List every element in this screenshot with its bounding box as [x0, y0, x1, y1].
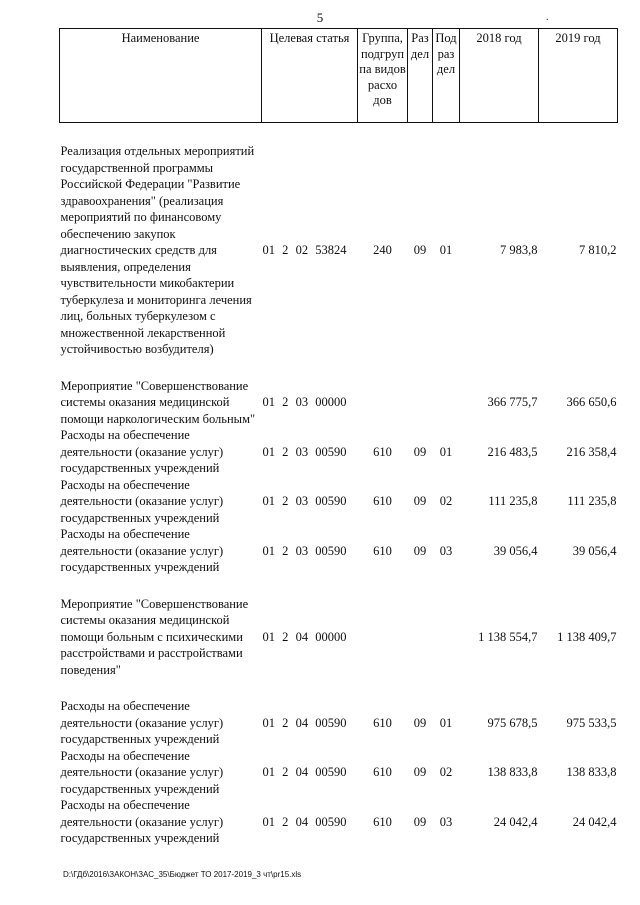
table-row	[60, 797, 618, 847]
table-row	[60, 143, 618, 358]
row-subsection: 03	[439, 814, 453, 829]
row-group	[358, 596, 408, 679]
row-section	[408, 596, 433, 679]
row-2018: 39 056,4	[493, 543, 538, 558]
table-row	[60, 596, 618, 679]
row-2018: 975 678,5	[487, 715, 538, 730]
row-2018: 7 983,8	[500, 243, 538, 257]
row-code: 01 2 03 00590	[262, 444, 347, 459]
row-2018: 1 138 554,7	[478, 629, 538, 644]
file-path-footer: D:\ГДб\2016\ЗАКОН\ЗАС_35\Бюджет ТО 2017-2019_3 чт\pr15.xls	[63, 870, 302, 879]
table-row	[60, 698, 618, 748]
row-section: 09	[413, 543, 427, 558]
row-code: 01 2 02 53824	[262, 243, 347, 257]
row-subsection: 01	[439, 444, 453, 459]
row-name: Расходы на обеспечение деятельности (оказание услуг) государственных учреждений	[60, 428, 224, 475]
row-2019: 7 810,2	[579, 243, 617, 257]
row-name: Расходы на обеспечение деятельности (оказание услуг) государственных учреждений	[60, 477, 224, 525]
row-name: Расходы на обеспечение деятельности (оказание услуг) государственных учреждений	[60, 798, 224, 845]
header-year-2018: 2018 год	[460, 29, 539, 123]
row-section: 09	[413, 765, 427, 779]
row-group: 610	[373, 543, 392, 558]
row-2019: 39 056,4	[572, 543, 617, 558]
budget-table	[59, 28, 618, 847]
row-group: 610	[373, 715, 392, 730]
row-2018: 366 775,7	[487, 395, 538, 409]
row-2019: 1 138 409,7	[557, 629, 617, 644]
row-code: 01 2 04 00590	[262, 814, 347, 829]
row-group: 610	[373, 444, 392, 459]
row-section: 09	[413, 814, 427, 829]
header-target: Целевая статья	[262, 29, 358, 123]
table-row	[60, 427, 618, 477]
row-subsection: 01	[439, 715, 453, 730]
row-2019: 366 650,6	[566, 395, 617, 409]
row-2019: 138 833,8	[566, 765, 617, 779]
header-year-2019: 2019 год	[539, 29, 618, 123]
row-section: 09	[413, 444, 427, 459]
header-subsection: Под раз дел	[433, 29, 460, 123]
row-2018: 111 235,8	[488, 494, 538, 508]
row-group	[358, 378, 408, 428]
row-name: Мероприятие "Совершенствование системы оказания медицинской помощи наркологическим больным"	[60, 378, 256, 426]
page-number: 5	[316, 10, 324, 25]
row-2018: 138 833,8	[487, 765, 538, 779]
row-2019: 24 042,4	[572, 814, 617, 829]
row-group: 610	[373, 814, 392, 829]
table-row	[60, 748, 618, 798]
row-group: 610	[373, 494, 392, 508]
row-subsection	[433, 596, 460, 679]
row-section: 09	[413, 715, 427, 730]
row-name: Реализация отдельных мероприятий государственной программы Российской Федерации "Развитие здравоохранения" (реализация мероприятий по финансовому обеспечению закупок диагностических средств для выявления, определения чувствительности микобактерии туберкулеза и мониторинга лечения лиц, больных туберкулезом с множественной лекарственной устойчивостью возбудителя)	[60, 144, 255, 356]
row-subsection: 02	[439, 765, 453, 779]
row-section	[408, 378, 433, 428]
row-code: 01 2 03 00590	[262, 494, 347, 508]
row-2019: 111 235,8	[567, 494, 617, 508]
row-group: 240	[373, 243, 392, 257]
row-group: 610	[373, 765, 392, 779]
row-name: Расходы на обеспечение деятельности (оказание услуг) государственных учреждений	[60, 699, 224, 746]
row-subsection	[433, 378, 460, 428]
page-dot: .	[546, 12, 549, 23]
row-code: 01 2 04 00590	[262, 715, 347, 730]
row-section: 09	[413, 243, 427, 257]
table-header-row	[60, 29, 618, 123]
table-row	[60, 378, 618, 428]
row-code: 01 2 04 00590	[262, 765, 347, 779]
row-code: 01 2 04 00000	[262, 629, 347, 644]
table-row	[60, 477, 618, 527]
header-section: Раз дел	[408, 29, 433, 123]
row-code: 01 2 03 00590	[262, 543, 347, 558]
row-name: Расходы на обеспечение деятельности (оказание услуг) государственных учреждений	[60, 527, 224, 574]
row-2018: 24 042,4	[493, 814, 538, 829]
row-2018: 216 483,5	[487, 444, 538, 459]
table-row	[60, 526, 618, 576]
row-2019: 975 533,5	[566, 715, 617, 730]
row-code: 01 2 03 00000	[262, 395, 347, 409]
header-group: Группа, подгруп па видов расхо дов	[358, 29, 408, 123]
header-name: Наименование	[60, 29, 262, 123]
row-name: Мероприятие "Совершенствование системы оказания медицинской помощи больным с психическими расстройствами и расстройствами поведения"	[60, 596, 249, 677]
row-subsection: 01	[439, 243, 453, 257]
row-section: 09	[413, 494, 427, 508]
row-name: Расходы на обеспечение деятельности (оказание услуг) государственных учреждений	[60, 748, 224, 796]
row-2019: 216 358,4	[566, 444, 617, 459]
row-subsection: 02	[439, 494, 453, 508]
row-subsection: 03	[439, 543, 453, 558]
